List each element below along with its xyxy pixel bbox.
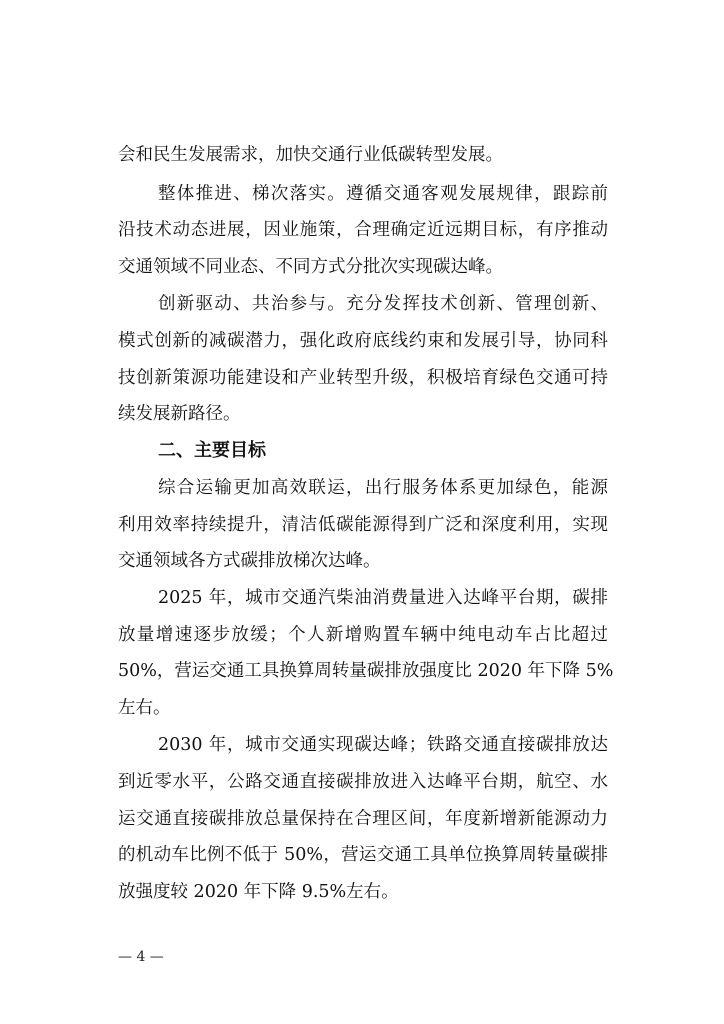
paragraph-line: 50%，营运交通工具换算周转量碳排放强度比 2020 年下降 5% xyxy=(118,661,614,681)
paragraph-line: 会和民生发展需求，加快交通行业低碳转型发展。 xyxy=(118,145,503,165)
paragraph-line: 2025 年，城市交通汽柴油消费量进入达峰平台期，碳排 xyxy=(158,588,608,608)
paragraph-line: 利用效率持续提升，清洁低碳能源得到广泛和深度利用，实现 xyxy=(118,515,608,535)
paragraph-line: 创新驱动、共治参与。充分发挥技术创新、管理创新、 xyxy=(158,294,608,314)
paragraph-line: 到近零水平，公路交通直接碳排放进入达峰平台期，航空、水 xyxy=(118,772,608,792)
paragraph-line: 整体推进、梯次落实。遵循交通客观发展规律，跟踪前 xyxy=(158,184,608,204)
paragraph-line: 放强度较 2020 年下降 9.5%左右。 xyxy=(118,882,399,902)
paragraph-line: 综合运输更加高效联运，出行服务体系更加绿色，能源 xyxy=(158,478,608,498)
paragraph-line: 交通领域各方式碳排放梯次达峰。 xyxy=(118,551,381,571)
section-heading: 二、主要目标 xyxy=(158,440,266,461)
paragraph-line: 的机动车比例不低于 50%，营运交通工具单位换算周转量碳排 xyxy=(118,845,608,865)
paragraph-line: 沿技术动态进展，因业施策，合理确定近远期目标，有序推动 xyxy=(118,220,608,240)
paragraph-line: 模式创新的减碳潜力，强化政府底线约束和发展引导，协同科 xyxy=(118,331,608,351)
page-number: — 4 — xyxy=(118,949,164,965)
paragraph-line: 2030 年，城市交通实现碳达峰；铁路交通直接碳排放达 xyxy=(158,735,608,755)
paragraph-line: 左右。 xyxy=(118,698,171,718)
paragraph-line: 放量增速逐步放缓；个人新增购置车辆中纯电动车占比超过 xyxy=(118,625,608,645)
paragraph-line: 技创新策源功能建设和产业转型升级，积极培育绿色交通可持 xyxy=(118,368,608,388)
paragraph-line: 运交通直接碳排放总量保持在合理区间，年度新增新能源动力 xyxy=(118,809,608,829)
paragraph-line: 续发展新路径。 xyxy=(118,404,241,424)
paragraph-line: 交通领域不同业态、不同方式分批次实现碳达峰。 xyxy=(118,257,503,277)
